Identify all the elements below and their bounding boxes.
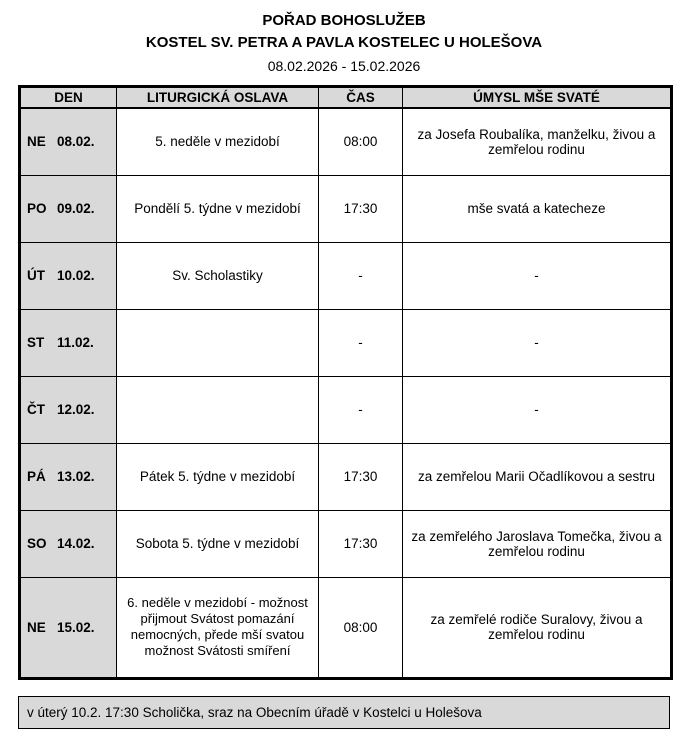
day-abbrev: ST	[27, 335, 45, 350]
schedule-table	[18, 85, 673, 680]
table-row	[20, 175, 672, 242]
time-cell: 17:30	[319, 510, 403, 577]
day-cell	[20, 376, 117, 443]
time-cell: -	[319, 242, 403, 309]
footer-announcement: v úterý 10.2. 17:30 Scholička, sraz na Obecním úřadě v Kostelci u Holešova	[18, 696, 670, 729]
day-date: 14.02.	[57, 536, 95, 551]
day-date: 09.02.	[57, 201, 95, 216]
column-header-oslava: LITURGICKÁ OSLAVA	[117, 86, 319, 108]
day-abbrev: SO	[27, 536, 47, 551]
page-header	[18, 10, 670, 77]
intention-cell: -	[403, 376, 672, 443]
day-cell	[20, 309, 117, 376]
column-header-den: DEN	[20, 86, 117, 108]
table-row	[20, 577, 672, 678]
day-abbrev: PÁ	[27, 469, 46, 484]
intention-cell: za zemřelou Marii Očadlíkovou a sestru	[403, 443, 672, 510]
liturgy-cell: 6. neděle v mezidobí - možnost přijmout Svátost pomazání nemocných, přede mší svatou možnost Svátosti smíření	[117, 577, 319, 678]
table-row	[20, 443, 672, 510]
intention-cell: -	[403, 309, 672, 376]
liturgy-cell	[117, 309, 319, 376]
table-row	[20, 376, 672, 443]
liturgy-cell: Sobota 5. týdne v mezidobí	[117, 510, 319, 577]
liturgy-cell: 5. neděle v mezidobí	[117, 108, 319, 175]
table-header-row	[20, 86, 672, 108]
day-date: 11.02.	[57, 335, 94, 350]
day-cell	[20, 108, 117, 175]
day-abbrev: ČT	[27, 402, 45, 417]
column-header-umysl: ÚMYSL MŠE SVATÉ	[403, 86, 672, 108]
day-date: 15.02.	[57, 619, 95, 635]
liturgy-cell: Sv. Scholastiky	[117, 242, 319, 309]
table-row	[20, 510, 672, 577]
day-date: 12.02.	[57, 402, 95, 417]
day-abbrev: NE	[27, 619, 46, 635]
time-cell: -	[319, 376, 403, 443]
day-cell	[20, 510, 117, 577]
table-row	[20, 242, 672, 309]
page-title: POŘAD BOHOSLUŽEB	[262, 12, 426, 29]
day-date: 13.02.	[57, 469, 95, 484]
day-cell	[20, 242, 117, 309]
time-cell: 17:30	[319, 175, 403, 242]
date-range: 08.02.2026 - 15.02.2026	[267, 57, 421, 74]
intention-cell: za zemřelé rodiče Suralovy, živou a zemřelou rodinu	[403, 577, 672, 678]
intention-cell: za zemřelého Jaroslava Tomečka, živou a zemřelou rodinu	[403, 510, 672, 577]
table-row	[20, 108, 672, 175]
day-abbrev: NE	[27, 134, 46, 150]
day-date: 10.02.	[57, 268, 95, 283]
time-cell: 08:00	[319, 108, 403, 175]
liturgy-cell: Pátek 5. týdne v mezidobí	[117, 443, 319, 510]
day-cell	[20, 577, 117, 678]
column-header-cas: ČAS	[319, 86, 403, 108]
time-cell: 08:00	[319, 577, 403, 678]
liturgy-cell	[117, 376, 319, 443]
time-cell: 17:30	[319, 443, 403, 510]
day-cell	[20, 175, 117, 242]
intention-cell: za Josefa Roubalíka, manželku, živou a zemřelou rodinu	[403, 108, 672, 175]
day-cell	[20, 443, 117, 510]
church-name: KOSTEL SV. PETRA A PAVLA KOSTELEC U HOLEŠOVA	[145, 33, 543, 51]
intention-cell: -	[403, 242, 672, 309]
day-abbrev: ÚT	[27, 268, 45, 283]
intention-cell: mše svatá a katecheze	[403, 175, 672, 242]
day-date: 08.02.	[57, 134, 95, 150]
table-row	[20, 309, 672, 376]
liturgy-cell: Pondělí 5. týdne v mezidobí	[117, 175, 319, 242]
time-cell: -	[319, 309, 403, 376]
day-abbrev: PO	[27, 201, 47, 216]
